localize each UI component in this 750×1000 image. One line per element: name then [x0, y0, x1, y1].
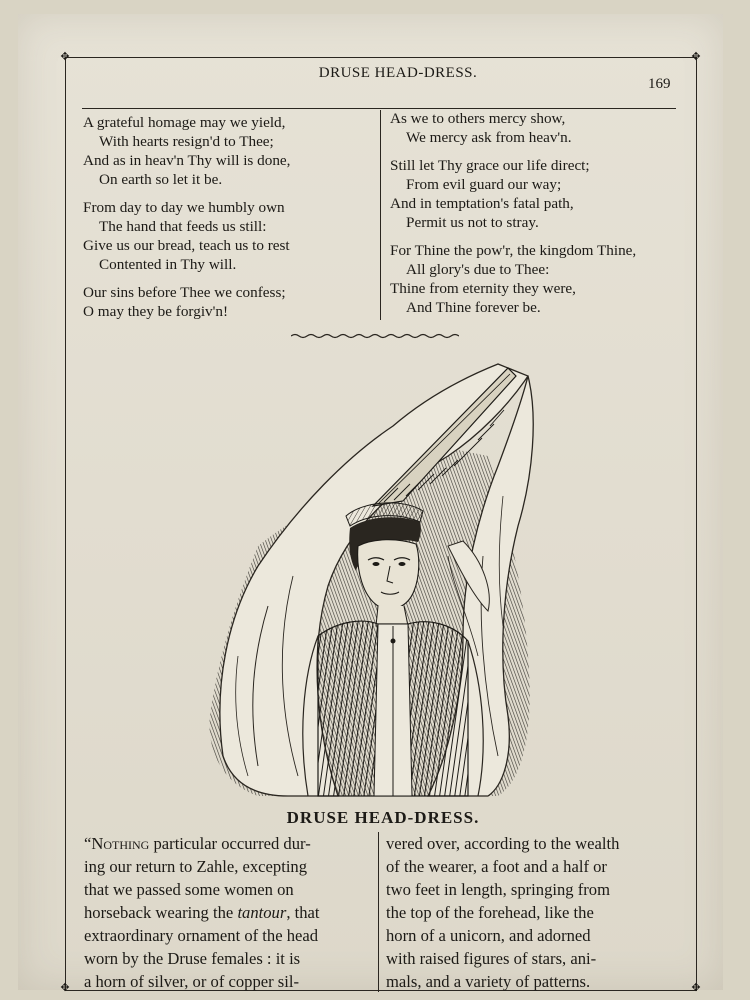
hymn-stanza — [83, 113, 373, 189]
prose-line: the top of the forehead, like the — [386, 903, 594, 922]
hymn-stanza — [83, 283, 373, 321]
hymn-column-divider — [380, 110, 381, 320]
corner-ornament-icon: ✥ — [60, 981, 70, 994]
italic-term: tantour — [237, 903, 287, 922]
wavy-divider-rule — [291, 332, 459, 340]
prose-line: extraordinary ornament of the head — [84, 926, 319, 945]
prose-line: ing our return to Zahle, excepting — [84, 857, 308, 876]
prose-line — [84, 901, 374, 924]
figure-caption: DRUSE HEAD-DRESS. — [286, 808, 480, 827]
verse-line: A grateful homage may we yield, — [83, 114, 286, 131]
verse-line: Still let Thy grace our life direct; — [390, 157, 590, 174]
prose-left-column — [84, 832, 374, 993]
prose-line: of the wearer, a foot and a half or — [386, 857, 607, 876]
prose-column-divider — [378, 832, 379, 992]
prose-line: that we passed some women on — [84, 880, 294, 899]
lead-word: Nothing — [91, 834, 150, 853]
prose-line — [84, 832, 374, 855]
corner-ornament-icon: ✥ — [691, 50, 701, 63]
hymn-stanza — [83, 198, 373, 274]
verse-line: Thine from eternity they were, — [390, 280, 576, 297]
hymn-stanza — [390, 241, 690, 317]
verse-line: As we to others mercy show, — [390, 110, 566, 127]
hymn-stanza — [390, 109, 690, 147]
prose-line: with raised figures of stars, ani- — [386, 949, 597, 968]
book-page — [18, 14, 723, 994]
verse-line: Contented in Thy will. — [99, 256, 237, 273]
prose-line: worn by the Druse females : it is — [84, 949, 301, 968]
verse-line: Permit us not to stray. — [406, 214, 539, 231]
prose-right-column — [386, 832, 678, 993]
prose-text: , that — [286, 903, 320, 922]
verse-line: With hearts resign'd to Thee; — [99, 133, 274, 150]
prose-line: mals, and a variety of patterns. — [386, 972, 591, 991]
hymn-stanza — [390, 156, 690, 232]
corner-ornament-icon: ✥ — [691, 981, 701, 994]
prose-line: horn of a unicorn, and adorned — [386, 926, 591, 945]
prose-line: a horn of silver, or of copper sil- — [84, 972, 299, 991]
verse-line: And as in heav'n Thy will is done, — [83, 152, 291, 169]
verse-line: We mercy ask from heav'n. — [406, 129, 572, 146]
verse-line: The hand that feeds us still: — [99, 218, 267, 235]
running-title: DRUSE HEAD-DRESS. — [318, 65, 478, 81]
verse-line: On earth so let it be. — [99, 171, 223, 188]
verse-line: From evil guard our way; — [406, 176, 562, 193]
hymn-left-column — [83, 113, 373, 330]
druse-head-dress-engraving — [198, 356, 548, 801]
verse-line: From day to day we humbly own — [83, 199, 285, 216]
prose-line: two feet in length, springing from — [386, 880, 610, 899]
verse-line: Give us our bread, teach us to rest — [83, 237, 290, 254]
prose-line: vered over, according to the wealth — [386, 834, 620, 853]
verse-line: And in temptation's fatal path, — [390, 195, 574, 212]
corner-ornament-icon: ✥ — [60, 50, 70, 63]
verse-line: Our sins before Thee we confess; — [83, 284, 286, 301]
hymn-right-column — [390, 109, 690, 326]
verse-line: And Thine forever be. — [406, 299, 541, 316]
prose-text: particular occurred dur- — [149, 834, 311, 853]
verse-line: For Thine the pow'r, the kingdom Thine, — [390, 242, 637, 259]
verse-line: All glory's due to Thee: — [406, 261, 550, 278]
open-quote: “ — [84, 834, 92, 853]
prose-text: horseback wearing the — [84, 903, 238, 922]
verse-line: O may they be forgiv'n! — [83, 303, 229, 320]
page-number: 169 — [648, 76, 671, 92]
